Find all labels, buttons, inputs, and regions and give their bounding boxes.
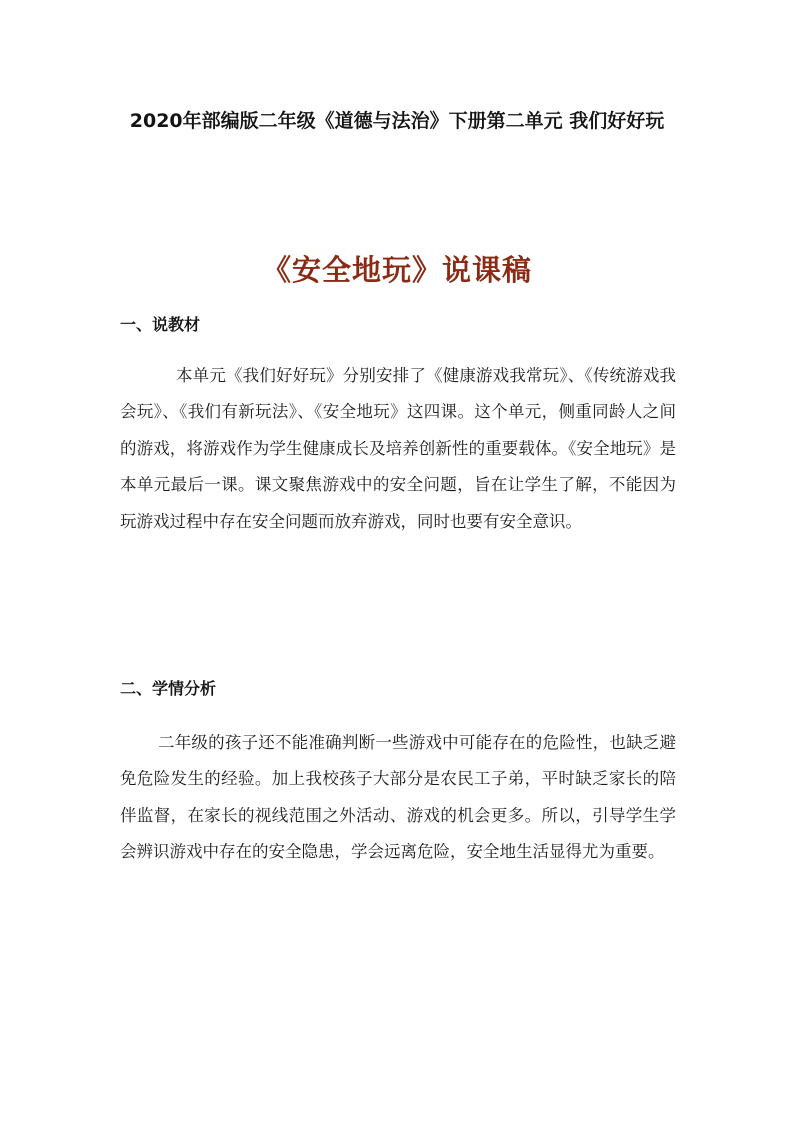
section-heading-student-analysis: 二、学情分析 (120, 679, 217, 698)
section-paragraph-student-analysis: 二年级的孩子还不能准确判断一些游戏中可能存在的危险性，也缺乏避免危险发生的经验。加上我校孩子大部分是农民工子弟，平时缺乏家长的陪伴监督，在家长的视线范围之外活动、游戏的机会更多。所以，引导学生学会辨识游戏中存在的安全隐患，学会远离危险，安全地生活显得尤为重要。 (120, 733, 676, 862)
section-heading-textbook: 一、说教材 (120, 315, 201, 334)
section-paragraph-textbook: 本单元《我们好好玩》分别安排了《健康游戏我常玩》、《传统游戏我会玩》、《我们有新玩法》、《安全地玩》这四课。这个单元，侧重同龄人之间的游戏，将游戏作为学生健康成长及培养创新性的重要载体。《安全地玩》是本单元最后一课。课文聚焦游戏中的安全问题，旨在让学生了解，不能因为玩游戏过程中存在安全问题而放弃游戏，同时也要有安全意识。 (120, 366, 676, 531)
lesson-title: 《安全地玩》说课稿 (261, 253, 532, 287)
document-title: 2020年部编版二年级《道德与法治》下册第二单元 我们好好玩 (129, 110, 665, 132)
